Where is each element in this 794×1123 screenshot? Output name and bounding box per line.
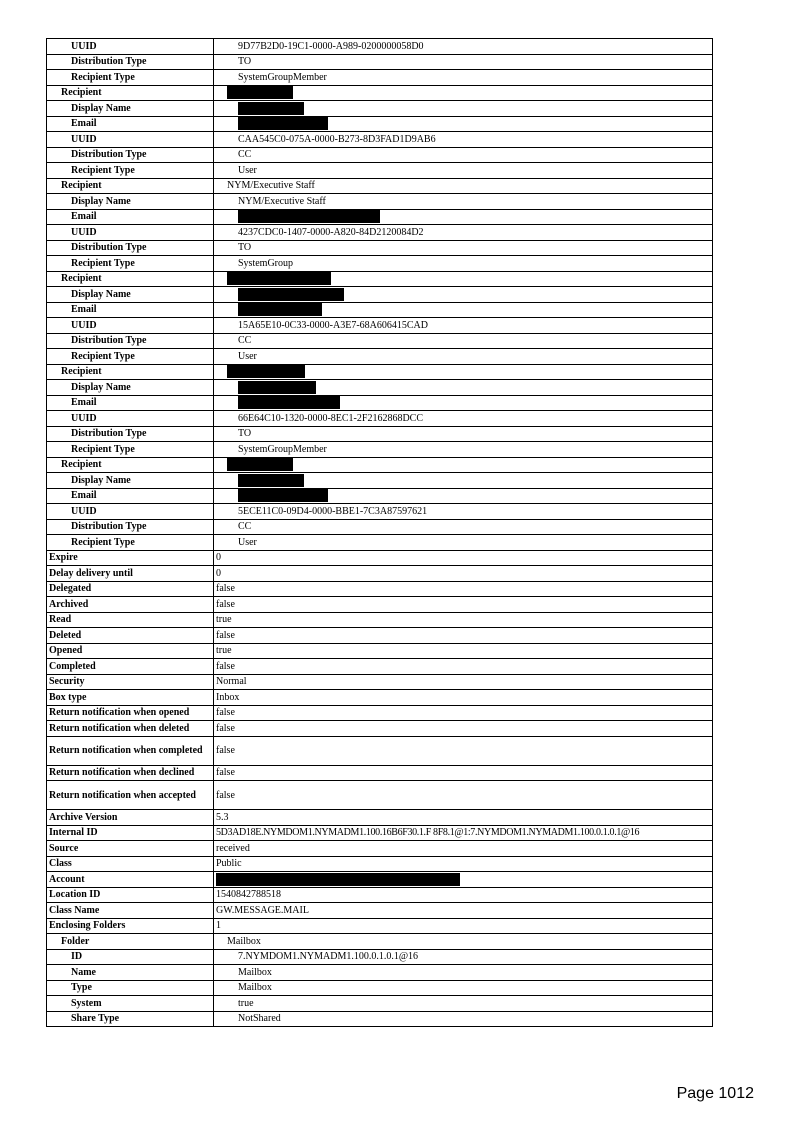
- field-key: Recipient Type: [47, 70, 214, 86]
- table-row: [47, 85, 713, 101]
- table-row: [47, 674, 713, 690]
- field-key: Return notification when deleted: [47, 721, 214, 737]
- field-value: CC: [214, 147, 713, 163]
- table-row: [47, 856, 713, 872]
- field-value: true: [214, 643, 713, 659]
- field-key: UUID: [47, 225, 214, 241]
- field-key: Completed: [47, 659, 214, 675]
- table-row: [47, 659, 713, 675]
- field-key: Read: [47, 612, 214, 628]
- table-row: [47, 318, 713, 334]
- field-value: 9D77B2D0-19C1-0000-A989-0200000058D0: [214, 39, 713, 55]
- field-value: 1540842788518: [214, 887, 713, 903]
- field-key: Distribution Type: [47, 426, 214, 442]
- field-value: 4237CDC0-1407-0000-A820-84D2120084D2: [214, 225, 713, 241]
- field-value: false: [214, 765, 713, 781]
- field-key: Email: [47, 488, 214, 504]
- field-key: Account: [47, 872, 214, 888]
- field-value: false: [214, 597, 713, 613]
- field-value: TO: [214, 54, 713, 70]
- table-row: [47, 643, 713, 659]
- field-value: 1: [214, 918, 713, 934]
- table-row: [47, 225, 713, 241]
- field-key: ID: [47, 949, 214, 965]
- redaction-bar: [238, 381, 316, 394]
- field-key: Recipient: [47, 457, 214, 473]
- field-value: false: [214, 705, 713, 721]
- field-key: UUID: [47, 504, 214, 520]
- redacted-value: [214, 364, 713, 380]
- field-value: 0: [214, 550, 713, 566]
- field-value: 5.3: [214, 810, 713, 826]
- table-row: [47, 101, 713, 117]
- field-value: SystemGroup: [214, 256, 713, 272]
- table-row: [47, 550, 713, 566]
- table-row: [47, 364, 713, 380]
- table-row: [47, 1011, 713, 1027]
- field-value: GW.MESSAGE.MAIL: [214, 903, 713, 919]
- table-row: [47, 256, 713, 272]
- table-row: [47, 457, 713, 473]
- table-row: [47, 597, 713, 613]
- field-key: Display Name: [47, 380, 214, 396]
- table-row: [47, 934, 713, 950]
- field-value: false: [214, 628, 713, 644]
- table-row: [47, 116, 713, 132]
- redacted-value: [214, 488, 713, 504]
- table-row: [47, 70, 713, 86]
- table-row: [47, 194, 713, 210]
- table-row: [47, 721, 713, 737]
- redaction-bar: [238, 102, 304, 115]
- redaction-bar: [227, 272, 331, 285]
- redacted-value: [214, 473, 713, 489]
- field-key: Delegated: [47, 581, 214, 597]
- field-key: Display Name: [47, 287, 214, 303]
- field-key: Type: [47, 980, 214, 996]
- field-key: System: [47, 996, 214, 1012]
- field-key: Recipient Type: [47, 349, 214, 365]
- table-row: [47, 872, 713, 888]
- table-row: [47, 54, 713, 70]
- redacted-value: [214, 85, 713, 101]
- table-row: [47, 765, 713, 781]
- table-row: [47, 566, 713, 582]
- field-key: Email: [47, 116, 214, 132]
- field-key: Display Name: [47, 473, 214, 489]
- redacted-value: [214, 457, 713, 473]
- field-value: CAA545C0-075A-0000-B273-8D3FAD1D9AB6: [214, 132, 713, 148]
- field-key: Recipient Type: [47, 163, 214, 179]
- table-row: [47, 132, 713, 148]
- field-key: UUID: [47, 39, 214, 55]
- table-row: [47, 612, 713, 628]
- redacted-value: [214, 302, 713, 318]
- field-key: Distribution Type: [47, 519, 214, 535]
- table-row: [47, 395, 713, 411]
- redacted-value: [214, 209, 713, 225]
- field-key: Internal ID: [47, 825, 214, 841]
- redaction-bar: [227, 365, 305, 378]
- redaction-bar: [238, 396, 340, 409]
- table-row: [47, 147, 713, 163]
- field-key: Deleted: [47, 628, 214, 644]
- field-value: SystemGroupMember: [214, 442, 713, 458]
- table-row: [47, 825, 713, 841]
- table-row: [47, 887, 713, 903]
- table-row: [47, 442, 713, 458]
- field-key: Return notification when completed: [47, 736, 214, 765]
- table-row: [47, 810, 713, 826]
- table-row: [47, 980, 713, 996]
- table-row: [47, 349, 713, 365]
- table-row: [47, 949, 713, 965]
- redacted-value: [214, 101, 713, 117]
- field-key: Share Type: [47, 1011, 214, 1027]
- field-key: Email: [47, 209, 214, 225]
- field-key: Location ID: [47, 887, 214, 903]
- redacted-value: [214, 287, 713, 303]
- field-value: false: [214, 736, 713, 765]
- field-key: Class: [47, 856, 214, 872]
- field-value: false: [214, 721, 713, 737]
- field-key: Return notification when opened: [47, 705, 214, 721]
- redaction-bar: [216, 873, 460, 886]
- table-row: [47, 736, 713, 765]
- field-key: Enclosing Folders: [47, 918, 214, 934]
- table-row: [47, 178, 713, 194]
- field-key: Folder: [47, 934, 214, 950]
- field-key: Opened: [47, 643, 214, 659]
- field-value: User: [214, 349, 713, 365]
- field-value: true: [214, 996, 713, 1012]
- field-value: Mailbox: [214, 934, 713, 950]
- field-value: false: [214, 659, 713, 675]
- field-value: 0: [214, 566, 713, 582]
- table-row: [47, 271, 713, 287]
- table-row: [47, 333, 713, 349]
- field-value: 5D3AD18E.NYMDOM1.NYMADM1.100.16B6F30.1.F 8F8.1@1:7.NYMDOM1.NYMADM1.100.0.1.0.1@16: [214, 825, 713, 841]
- table-row: [47, 535, 713, 551]
- table-row: [47, 903, 713, 919]
- field-key: Distribution Type: [47, 333, 214, 349]
- field-value: 7.NYMDOM1.NYMADM1.100.0.1.0.1@16: [214, 949, 713, 965]
- field-key: UUID: [47, 132, 214, 148]
- field-key: Display Name: [47, 101, 214, 117]
- field-value: NotShared: [214, 1011, 713, 1027]
- field-key: Recipient: [47, 85, 214, 101]
- field-key: UUID: [47, 318, 214, 334]
- redaction-bar: [227, 86, 293, 99]
- redacted-value: [214, 395, 713, 411]
- field-value: Normal: [214, 674, 713, 690]
- field-value: Public: [214, 856, 713, 872]
- field-key: Recipient: [47, 364, 214, 380]
- redaction-bar: [238, 117, 328, 130]
- field-key: Expire: [47, 550, 214, 566]
- table-row: [47, 380, 713, 396]
- field-key: Distribution Type: [47, 54, 214, 70]
- field-key: Recipient: [47, 178, 214, 194]
- field-value: false: [214, 781, 713, 810]
- table-row: [47, 39, 713, 55]
- field-key: Recipient Type: [47, 442, 214, 458]
- field-value: 66E64C10-1320-0000-8EC1-2F2162868DCC: [214, 411, 713, 427]
- field-key: Recipient Type: [47, 256, 214, 272]
- field-value: true: [214, 612, 713, 628]
- field-key: Recipient Type: [47, 535, 214, 551]
- table-row: [47, 426, 713, 442]
- properties-table-body: [47, 39, 713, 1027]
- redacted-value: [214, 872, 713, 888]
- table-row: [47, 690, 713, 706]
- field-value: CC: [214, 519, 713, 535]
- redacted-value: [214, 116, 713, 132]
- table-row: [47, 504, 713, 520]
- table-row: [47, 163, 713, 179]
- field-value: User: [214, 535, 713, 551]
- table-row: [47, 473, 713, 489]
- field-value: SystemGroupMember: [214, 70, 713, 86]
- field-key: Source: [47, 841, 214, 857]
- table-row: [47, 519, 713, 535]
- field-key: Display Name: [47, 194, 214, 210]
- redacted-value: [214, 271, 713, 287]
- table-row: [47, 209, 713, 225]
- field-value: Mailbox: [214, 980, 713, 996]
- table-row: [47, 965, 713, 981]
- table-row: [47, 996, 713, 1012]
- redacted-value: [214, 380, 713, 396]
- redaction-bar: [227, 458, 293, 471]
- field-value: TO: [214, 426, 713, 442]
- field-value: Mailbox: [214, 965, 713, 981]
- table-row: [47, 488, 713, 504]
- table-row: [47, 302, 713, 318]
- field-key: Distribution Type: [47, 147, 214, 163]
- field-key: Distribution Type: [47, 240, 214, 256]
- table-row: [47, 628, 713, 644]
- table-row: [47, 918, 713, 934]
- table-row: [47, 581, 713, 597]
- field-key: Email: [47, 302, 214, 318]
- field-value: CC: [214, 333, 713, 349]
- field-value: false: [214, 581, 713, 597]
- field-key: Email: [47, 395, 214, 411]
- field-key: Name: [47, 965, 214, 981]
- field-key: Return notification when accepted: [47, 781, 214, 810]
- redaction-bar: [238, 474, 304, 487]
- field-key: Delay delivery until: [47, 566, 214, 582]
- field-key: Box type: [47, 690, 214, 706]
- field-value: received: [214, 841, 713, 857]
- field-key: UUID: [47, 411, 214, 427]
- field-key: Recipient: [47, 271, 214, 287]
- field-key: Return notification when declined: [47, 765, 214, 781]
- table-row: [47, 411, 713, 427]
- redaction-bar: [238, 288, 344, 301]
- field-key: Class Name: [47, 903, 214, 919]
- field-value: User: [214, 163, 713, 179]
- table-row: [47, 841, 713, 857]
- table-row: [47, 781, 713, 810]
- redaction-bar: [238, 303, 322, 316]
- table-row: [47, 240, 713, 256]
- field-value: NYM/Executive Staff: [214, 194, 713, 210]
- redaction-bar: [238, 210, 380, 223]
- table-row: [47, 705, 713, 721]
- page-number: Page 1012: [676, 1085, 754, 1102]
- field-value: NYM/Executive Staff: [214, 178, 713, 194]
- field-value: 5ECE11C0-09D4-0000-BBE1-7C3A87597621: [214, 504, 713, 520]
- field-key: Security: [47, 674, 214, 690]
- field-value: 15A65E10-0C33-0000-A3E7-68A606415CAD: [214, 318, 713, 334]
- field-value: TO: [214, 240, 713, 256]
- field-key: Archived: [47, 597, 214, 613]
- field-key: Archive Version: [47, 810, 214, 826]
- redaction-bar: [238, 489, 328, 502]
- field-value: Inbox: [214, 690, 713, 706]
- properties-table: [46, 38, 713, 1027]
- table-row: [47, 287, 713, 303]
